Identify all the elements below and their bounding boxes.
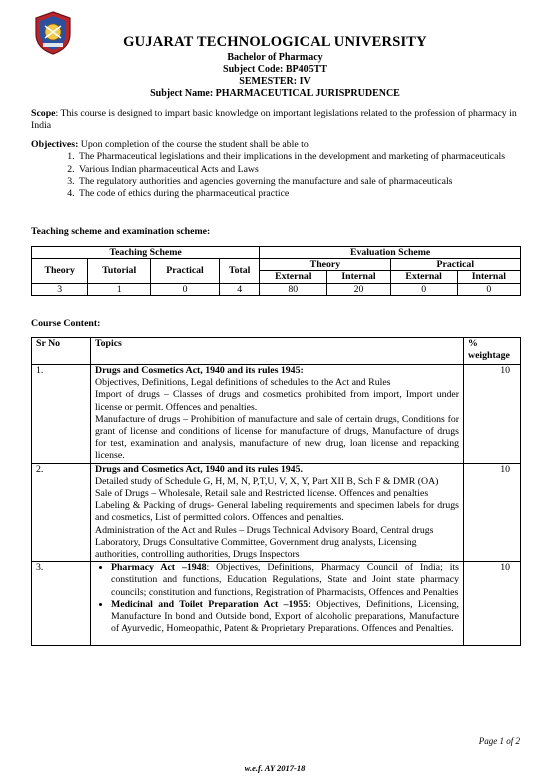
value-cell: 4: [220, 283, 260, 295]
topic-line: Administration of the Act and Rules – Drugs Technical Advisory Board, Central drugs: [95, 524, 434, 536]
value-cell: 0: [151, 283, 220, 295]
sr-no: 3.: [32, 562, 91, 646]
weightage: 10: [464, 463, 521, 562]
topic-line: Laboratory, Drugs Consultative Committee, Government drug analysts, Licensing: [95, 536, 417, 548]
topic-title: Drugs and Cosmetics Act, 1940 and its rules 1945:: [95, 365, 304, 376]
practical-external: External: [390, 271, 457, 283]
topic-title: Drugs and Cosmetics Act, 1940 and its rules 1945.: [95, 463, 303, 475]
table-row: [32, 562, 521, 646]
objective-item: 3. The regulatory authorities and agencies governing the manufacture and sale of pharmaceuticals: [77, 176, 521, 188]
teaching-scheme-heading: Teaching scheme and examination scheme:: [31, 226, 211, 237]
value-cell: 20: [327, 283, 390, 295]
objective-item: 2. Various Indian pharmaceutical Acts and Laws: [77, 164, 521, 176]
col-tutorial: Tutorial: [88, 259, 151, 283]
value-cell: 3: [32, 283, 88, 295]
sr-no: 2.: [32, 463, 91, 562]
bullet-text: : Objectives, Definitions, Pharmacy Council of India; its constitution and functions, Education Regulations, State and Joint state pharmacy councils; constitution and functions, Registration of Pharmacists, Offences and Penalties: [111, 562, 459, 598]
objective-item: 1. The Pharmaceutical legislations and their implications in the development and marketing of pharmaceuticals: [77, 151, 521, 163]
topic-bullet: [111, 562, 459, 599]
weightage: 10: [464, 562, 521, 646]
weightage: 10: [464, 365, 521, 464]
topic-cell: [91, 562, 464, 646]
topic-line: Detailed study of Schedule G, H, M, N, P,T,U, V, X, Y, Part XII B, Sch F & DMR (OA): [95, 475, 439, 487]
objectives-section: [31, 139, 521, 200]
bullet-title: Medicinal and Toilet Preparation Act –1955: [111, 598, 309, 610]
value-cell: 0: [457, 283, 520, 295]
bullet-title: Pharmacy Act –1948: [111, 562, 207, 574]
objectives-label: Objectives:: [31, 139, 79, 150]
practical-internal: Internal: [457, 271, 520, 283]
value-cell: 1: [88, 283, 151, 295]
subject-code: Subject Code: BP405TT: [223, 64, 327, 75]
course-content-heading: Course Content:: [31, 318, 101, 329]
topic-cell: [91, 463, 464, 562]
theory-internal: Internal: [327, 271, 390, 283]
effective-year: w.e.f. AY 2017-18: [244, 763, 306, 773]
topic-cell: [91, 365, 464, 464]
topic-line: Labeling & Packing of drugs- General labeling requirements and specimen labels for drugs and cosmetics, List of permitted colors. Offences and penalties.: [95, 500, 459, 524]
topic-line: authorities, controlling authorities, Drugs Inspectors: [95, 549, 300, 561]
objectives-intro: Upon completion of the course the student shall be able to: [78, 139, 309, 150]
col-theory: Theory: [32, 259, 88, 283]
theory-external: External: [260, 271, 327, 283]
topic-line: Import of drugs – Classes of drugs and cosmetics prohibited from import, Import under license or permit. Offences and penalties.: [95, 389, 459, 413]
col-topics: Topics: [91, 338, 464, 365]
value-cell: 80: [260, 283, 327, 295]
teaching-scheme-header: Teaching Scheme: [32, 247, 260, 259]
topic-line: Sale of Drugs – Wholesale, Retail sale and Restricted license. Offences and penalties: [95, 488, 429, 500]
page-number: Page 1 of 2: [478, 736, 520, 746]
teaching-scheme-table: [31, 246, 521, 296]
topic-line: Manufacture of drugs – Prohibition of manufacture and sale of certain drugs, Conditions for grant of license and conditions of license for manufacture of drugs, Manufacture of drugs for test, examination and analysis, manufacture of new drug, loan license and repacking license.: [95, 413, 459, 462]
table-row: [32, 365, 521, 464]
col-total: Total: [220, 259, 260, 283]
eval-theory-header: Theory: [260, 259, 390, 271]
course-content-table: [31, 337, 521, 646]
value-cell: 0: [390, 283, 457, 295]
university-title: GUJARAT TECHNOLOGICAL UNIVERSITY: [123, 34, 427, 50]
col-practical: Practical: [151, 259, 220, 283]
col-sr-no: Sr No: [32, 338, 91, 365]
scope-label: Scope: [31, 108, 56, 119]
topic-line: Objectives, Definitions, Legal definitions of schedules to the Act and Rules: [95, 377, 391, 389]
table-row: [32, 463, 521, 562]
sr-no: 1.: [32, 365, 91, 464]
objectives-list: [31, 151, 521, 200]
topic-bullet: [111, 599, 459, 636]
scope-text: : This course is designed to impart basic knowledge on important legislations related to the profession of pharmacy in India: [31, 108, 517, 132]
evaluation-scheme-header: Evaluation Scheme: [260, 247, 521, 259]
eval-practical-header: Practical: [390, 259, 520, 271]
objective-item: 4. The code of ethics during the pharmaceutical practice: [77, 188, 521, 200]
topic-bullet-list: [95, 562, 459, 635]
col-weightage: % weightage: [464, 338, 521, 365]
bullet-text: : Objectives, Definitions, Licensing, Manufacture In bond and Outside bond, Export of alcoholic preparations, Manufacture of Ayurvedic, Homeopathic, Patent & Proprietary Preparations. Offences and Penalties.: [111, 598, 459, 635]
program-name: Bachelor of Pharmacy: [227, 52, 323, 63]
subject-name: Subject Name: PHARMACEUTICAL JURISPRUDENCE: [150, 88, 400, 99]
semester: SEMESTER: IV: [239, 76, 311, 87]
scope-paragraph: [31, 108, 521, 133]
